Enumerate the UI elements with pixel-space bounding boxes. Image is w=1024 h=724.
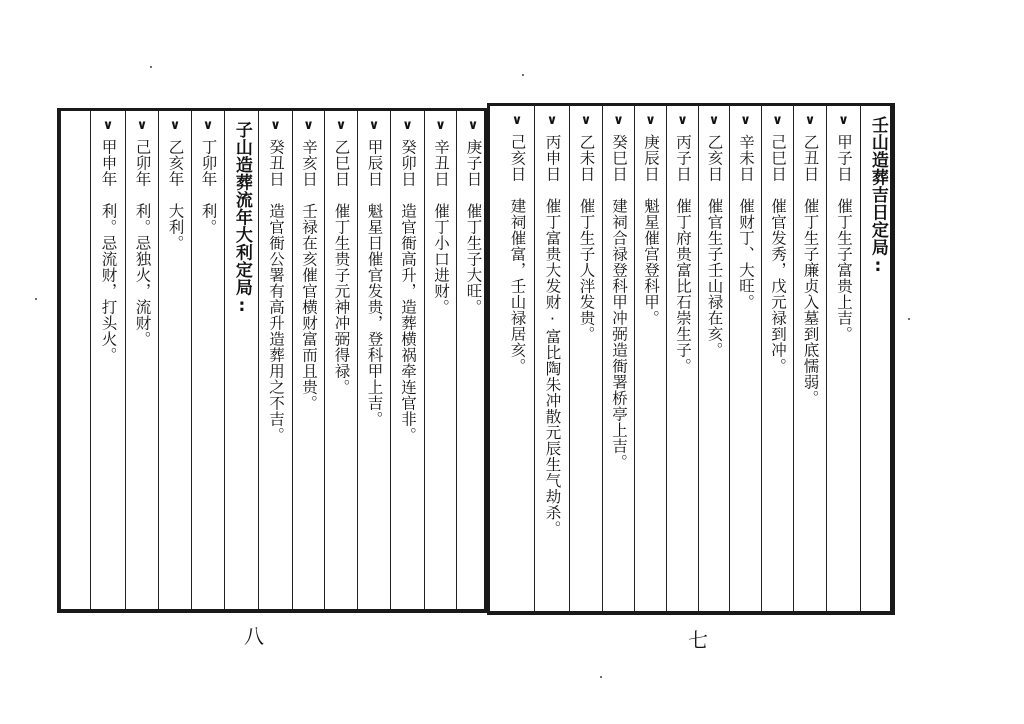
entry-column xyxy=(456,111,489,609)
entry-column xyxy=(826,106,860,611)
scan-speck xyxy=(908,318,910,320)
check-mark-icon: ∨ xyxy=(303,118,314,133)
entry-column xyxy=(292,111,324,609)
entry-column xyxy=(191,111,224,609)
entry-text: 庚子日 催丁生子大旺。 xyxy=(464,139,483,315)
scan-speck xyxy=(35,298,37,300)
entry-column xyxy=(569,106,602,611)
entry-text: 丙申日 催丁富贵大发财·富比陶朱冲散元辰生气劫杀。 xyxy=(543,134,562,537)
entry-text: 甲子日 催丁生子富贵上吉。 xyxy=(835,134,854,342)
entry-text: 己巳日 催官发秀，戊元禄到冲。 xyxy=(769,134,788,374)
entry-text: 癸丑日 造官衙公署有高升造葬用之不吉。 xyxy=(267,139,286,443)
entry-column xyxy=(258,111,292,609)
entry-column xyxy=(324,111,357,609)
entry-text: 乙亥年 大利。 xyxy=(166,139,185,251)
check-mark-icon: ∨ xyxy=(804,113,816,128)
entry-column xyxy=(534,106,569,611)
entry-text: 辛亥日 壬禄在亥催官横财富而且贵。 xyxy=(300,139,319,411)
entry-column xyxy=(390,111,424,609)
entry-column xyxy=(90,111,125,609)
page-number-right: 七 xyxy=(688,628,708,652)
entry-text: 癸巳日 建祠合禄登科甲冲弼造衙署桥亭上吉。 xyxy=(610,134,629,470)
check-mark-icon: ∨ xyxy=(613,113,624,128)
check-mark-icon: ∨ xyxy=(838,113,849,128)
right-page xyxy=(487,103,895,615)
empty-column xyxy=(60,111,90,609)
title-column xyxy=(860,106,894,611)
page-title: 壬山造葬吉日定局: xyxy=(867,116,888,277)
entry-column xyxy=(158,111,191,609)
check-mark-icon: ∨ xyxy=(546,113,558,128)
entry-column xyxy=(793,106,826,611)
entry-text: 乙亥日 催官生子壬山禄在亥。 xyxy=(705,134,724,358)
left-page xyxy=(57,108,489,613)
entry-column xyxy=(602,106,634,611)
scan-speck xyxy=(522,74,524,76)
entry-text: 乙丑日 催丁生子廉贞入墓到底懦弱。 xyxy=(801,134,820,406)
entry-column xyxy=(500,106,534,611)
entry-text: 甲辰日 魁星日催官发贵，登科甲上吉。 xyxy=(365,139,384,427)
entry-text: 辛丑日 催丁小口进财。 xyxy=(432,139,451,315)
check-mark-icon: ∨ xyxy=(270,118,281,133)
entry-column xyxy=(729,106,761,611)
entry-text: 甲申年 利。忌流财，打头火。 xyxy=(99,139,118,363)
entry-column xyxy=(761,106,793,611)
entry-text: 己亥日 建祠催富，壬山禄居亥。 xyxy=(508,134,527,374)
check-mark-icon: ∨ xyxy=(708,113,720,128)
entry-column xyxy=(357,111,390,609)
entry-text: 乙巳日 催丁生贵子元神冲弼得禄。 xyxy=(332,139,351,395)
check-mark-icon: ∨ xyxy=(511,113,523,128)
check-mark-icon: ∨ xyxy=(202,118,214,133)
entry-text: 丁卯年 利。 xyxy=(199,139,218,235)
check-mark-icon: ∨ xyxy=(740,113,751,128)
entry-column xyxy=(424,111,456,609)
section-title-column xyxy=(224,111,258,609)
section-title: 子山造葬流年大利定局: xyxy=(231,121,252,317)
entry-column xyxy=(698,106,729,611)
scan-speck xyxy=(600,676,602,678)
check-mark-icon: ∨ xyxy=(402,118,413,133)
entry-text: 癸卯日 造官衙高升，造葬横祸牵连官非。 xyxy=(399,139,418,443)
check-mark-icon: ∨ xyxy=(645,113,656,128)
check-mark-icon: ∨ xyxy=(368,118,380,133)
scan-speck xyxy=(150,66,152,68)
entry-text: 丙子日 催丁府贵富比石崇生子。 xyxy=(674,134,693,374)
entry-text: 庚辰日 魁星催宫登科甲。 xyxy=(642,134,661,326)
check-mark-icon: ∨ xyxy=(677,113,688,128)
check-mark-icon: ∨ xyxy=(335,118,347,133)
check-mark-icon: ∨ xyxy=(435,118,446,133)
check-mark-icon: ∨ xyxy=(136,118,148,133)
check-mark-icon: ∨ xyxy=(102,118,114,133)
entry-column xyxy=(666,106,698,611)
check-mark-icon: ∨ xyxy=(169,118,181,133)
page-number-left: 八 xyxy=(244,624,264,648)
check-mark-icon: ∨ xyxy=(467,118,479,133)
entry-column xyxy=(634,106,666,611)
entry-text: 辛未日 催财丁、大旺。 xyxy=(737,134,756,310)
entry-text: 乙未日 催丁生子人泮发贵。 xyxy=(577,134,596,342)
entry-column xyxy=(125,111,158,609)
check-mark-icon: ∨ xyxy=(580,113,592,128)
check-mark-icon: ∨ xyxy=(772,113,783,128)
entry-text: 己卯年 利。忌独火，流财。 xyxy=(133,139,152,347)
